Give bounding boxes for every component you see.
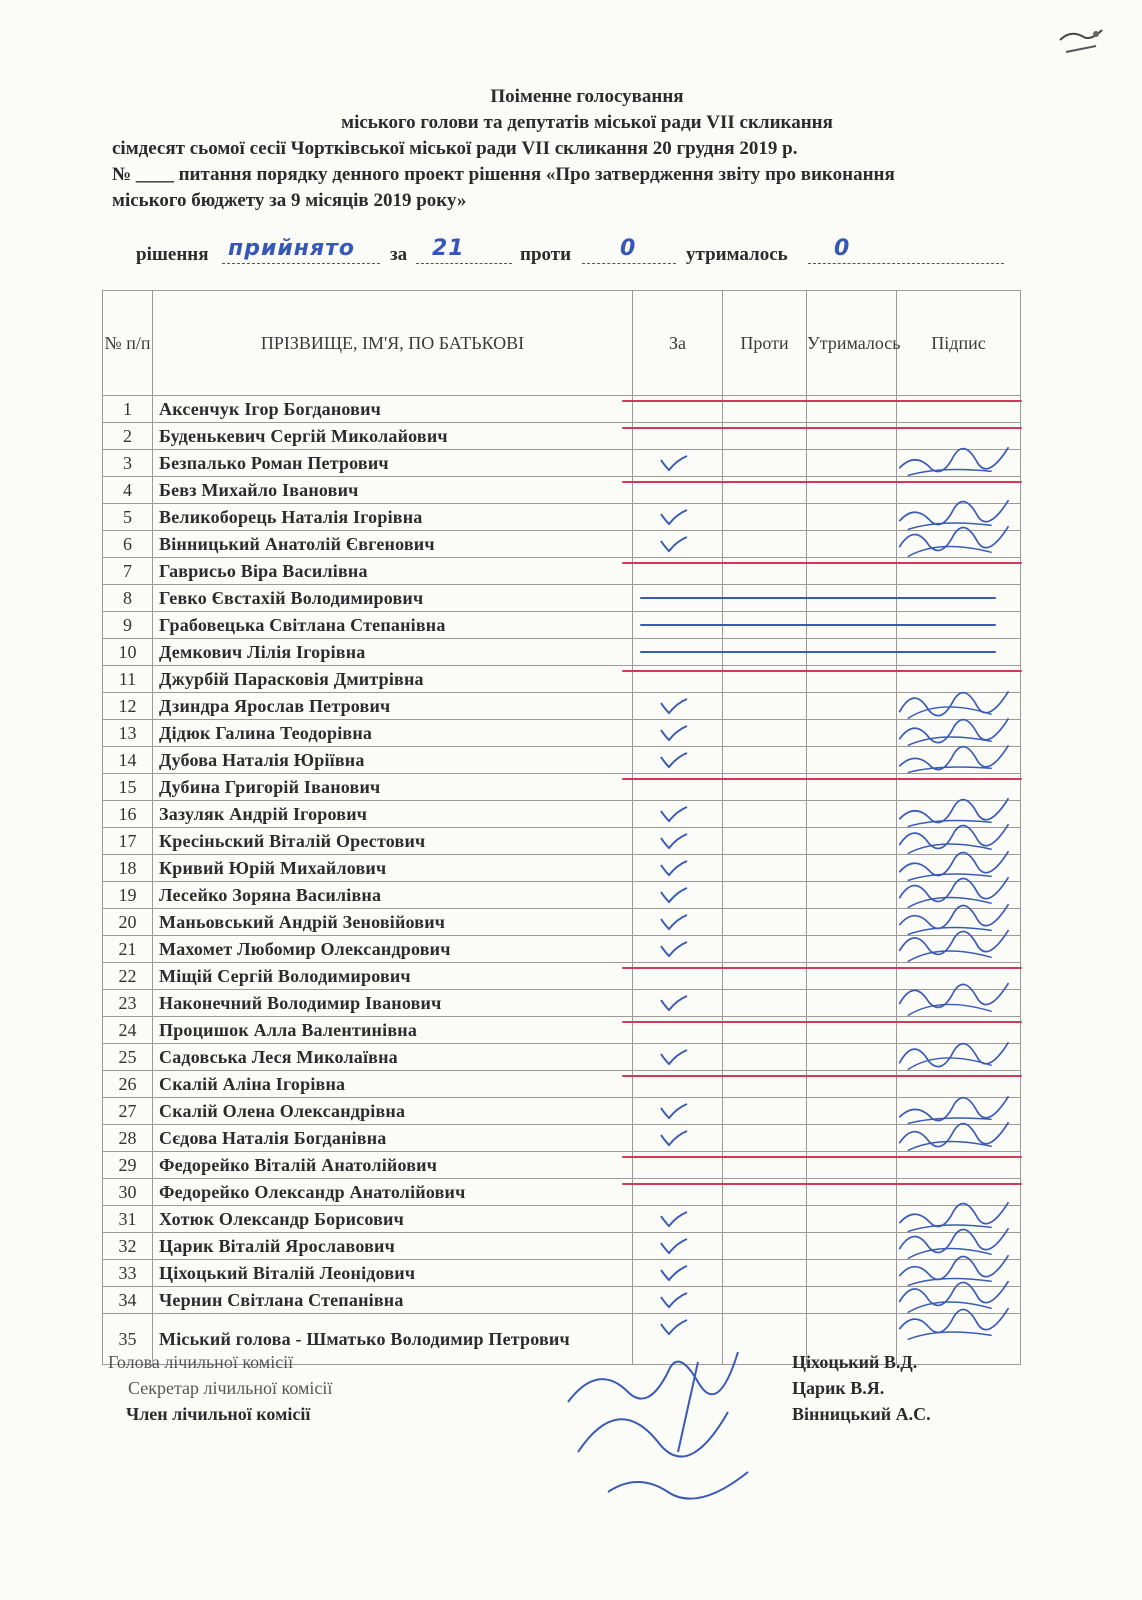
for-blank <box>416 262 512 264</box>
vote-abstained-cell <box>807 450 897 477</box>
row-number: 18 <box>103 855 153 882</box>
checkmark-icon <box>659 722 689 742</box>
table-row <box>103 855 1021 882</box>
deputy-name: Джурбій Парасковія Дмитрівна <box>153 666 633 693</box>
vote-abstained-cell <box>807 1233 897 1260</box>
vote-abstained-cell <box>807 531 897 558</box>
table-row <box>103 504 1021 531</box>
agenda-line <box>112 162 1062 188</box>
vote-for-cell <box>633 801 723 828</box>
vote-for-cell <box>633 504 723 531</box>
vote-for-cell <box>633 936 723 963</box>
row-number: 25 <box>103 1044 153 1071</box>
row-number: 23 <box>103 990 153 1017</box>
vote-for-cell <box>633 990 723 1017</box>
vote-against-cell <box>723 828 807 855</box>
checkmark-icon <box>659 857 689 877</box>
vote-against-cell <box>723 531 807 558</box>
header-abstained: Утрималось <box>807 291 897 396</box>
vote-for-cell <box>633 1233 723 1260</box>
row-number: 8 <box>103 585 153 612</box>
vote-abstained-cell <box>807 720 897 747</box>
row-number: 28 <box>103 1125 153 1152</box>
vote-abstained-cell <box>807 909 897 936</box>
deputy-name: Сєдова Наталія Богданівна <box>153 1125 633 1152</box>
row-number: 29 <box>103 1152 153 1179</box>
deputy-name: Безпалько Роман Петрович <box>153 450 633 477</box>
deputy-name: Аксенчук Ігор Богданович <box>153 396 633 423</box>
decision-handwritten: прийнято <box>228 236 355 261</box>
vote-against-cell <box>723 909 807 936</box>
handwritten-signature <box>891 442 1021 484</box>
deputy-name: Чернин Світлана Степанівна <box>153 1287 633 1314</box>
deputy-name: Міщій Сергій Володимирович <box>153 963 633 990</box>
strike-line <box>640 597 996 599</box>
vote-for-cell <box>633 1044 723 1071</box>
row-number: 30 <box>103 1179 153 1206</box>
vote-against-cell <box>723 936 807 963</box>
commission-chair-name: Ціхоцький В.Д. <box>792 1352 918 1372</box>
vote-against-cell <box>723 1044 807 1071</box>
row-number: 20 <box>103 909 153 936</box>
roll-call-table <box>102 290 1021 1365</box>
vote-for-cell <box>633 693 723 720</box>
vote-against-cell <box>723 693 807 720</box>
deputy-name: Скалій Олена Олександрівна <box>153 1098 633 1125</box>
vote-for-cell <box>633 1098 723 1125</box>
vote-abstained-cell <box>807 747 897 774</box>
vote-for-cell <box>633 828 723 855</box>
abstained-handwritten: 0 <box>834 236 851 261</box>
deputy-name: Садовська Леся Миколаївна <box>153 1044 633 1071</box>
table-row <box>103 1044 1021 1071</box>
deputy-name: Лесейко Зоряна Василівна <box>153 882 633 909</box>
deputy-name: Федорейко Олександр Анатолійович <box>153 1179 633 1206</box>
abstained-label: утрималось <box>686 244 788 265</box>
vote-for-cell <box>633 720 723 747</box>
checkmark-icon <box>659 506 689 526</box>
deputy-name: Великоборець Наталія Ігорівна <box>153 504 633 531</box>
row-number: 13 <box>103 720 153 747</box>
vote-abstained-cell <box>807 1260 897 1287</box>
deputy-name: Буденькевич Сергій Миколайович <box>153 423 633 450</box>
vote-against-cell <box>723 1125 807 1152</box>
commission-signature <box>548 1342 788 1512</box>
vote-for-cell <box>633 1287 723 1314</box>
against-handwritten: 0 <box>620 236 637 261</box>
checkmark-icon <box>659 830 689 850</box>
vote-against-cell <box>723 1260 807 1287</box>
vote-against-cell <box>723 882 807 909</box>
commission-chair-label: Голова лічильної комісії <box>108 1352 294 1372</box>
header-against: Проти <box>723 291 807 396</box>
vote-for-cell <box>633 450 723 477</box>
vote-for-cell <box>633 1125 723 1152</box>
decision-blank <box>222 262 380 264</box>
header-number: № п/п <box>103 291 153 396</box>
vote-against-cell <box>723 1233 807 1260</box>
table-row <box>103 936 1021 963</box>
deputy-name: Махомет Любомир Олександрович <box>153 936 633 963</box>
abstained-blank <box>808 262 1004 264</box>
vote-for-cell <box>633 1260 723 1287</box>
checkmark-icon <box>659 1127 689 1147</box>
commission-member-label: Член лічильної комісії <box>126 1404 311 1424</box>
row-number: 11 <box>103 666 153 693</box>
vote-abstained-cell <box>807 1206 897 1233</box>
deputy-name: Дідюк Галина Теодорівна <box>153 720 633 747</box>
deputy-name: Вінницький Анатолій Євгенович <box>153 531 633 558</box>
vote-abstained-cell <box>807 828 897 855</box>
table-row <box>103 1287 1021 1314</box>
row-number: 19 <box>103 882 153 909</box>
agenda-text: питання порядку денного проект рішення «Про затвердження звіту про виконання <box>173 164 895 185</box>
vote-abstained-cell <box>807 855 897 882</box>
agenda-number: № ____ <box>112 164 174 185</box>
row-number: 17 <box>103 828 153 855</box>
commission-member-name: Вінницький А.С. <box>792 1404 931 1424</box>
table-row <box>103 450 1021 477</box>
table-row <box>103 1098 1021 1125</box>
checkmark-icon <box>659 533 689 553</box>
vote-abstained-cell <box>807 801 897 828</box>
row-number: 3 <box>103 450 153 477</box>
table-row <box>103 909 1021 936</box>
deputy-name: Грабовецька Світлана Степанівна <box>153 612 633 639</box>
deputy-name: Міський голова - Шматько Володимир Петрович <box>153 1314 633 1365</box>
handwritten-signature <box>891 739 1021 781</box>
header-for: За <box>633 291 723 396</box>
vote-abstained-cell <box>807 1287 897 1314</box>
checkmark-icon <box>659 1262 689 1282</box>
row-number: 10 <box>103 639 153 666</box>
against-blank <box>582 262 676 264</box>
checkmark-icon <box>659 1046 689 1066</box>
deputy-name: Кресіньский Віталій Орестович <box>153 828 633 855</box>
strike-line <box>622 1183 1022 1185</box>
handwritten-signature <box>891 982 1021 1024</box>
vote-abstained-cell <box>807 1098 897 1125</box>
deputy-name: Дубина Григорій Іванович <box>153 774 633 801</box>
deputy-name: Зазуляк Андрій Ігорович <box>153 801 633 828</box>
handwritten-signature <box>891 1306 1021 1348</box>
vote-against-cell <box>723 450 807 477</box>
row-number: 27 <box>103 1098 153 1125</box>
for-handwritten: 21 <box>432 236 465 261</box>
table-row <box>103 990 1021 1017</box>
decision-label: рішення <box>136 244 209 265</box>
vote-against-cell <box>723 1287 807 1314</box>
row-number: 26 <box>103 1071 153 1098</box>
deputy-name: Кривий Юрій Михайлович <box>153 855 633 882</box>
table-row <box>103 882 1021 909</box>
table-row <box>103 801 1021 828</box>
checkmark-icon <box>659 911 689 931</box>
deputy-name: Бевз Михайло Іванович <box>153 477 633 504</box>
table-row <box>103 1233 1021 1260</box>
table-row <box>103 531 1021 558</box>
vote-abstained-cell <box>807 990 897 1017</box>
table-row <box>103 747 1021 774</box>
deputy-name: Хотюк Олександр Борисович <box>153 1206 633 1233</box>
vote-result-line <box>136 238 1016 270</box>
vote-for-cell <box>633 909 723 936</box>
handwritten-signature <box>891 928 1021 970</box>
vote-against-cell <box>723 1098 807 1125</box>
scan-stamp-icon <box>1052 22 1112 62</box>
vote-abstained-cell <box>807 693 897 720</box>
strike-line <box>622 670 1022 672</box>
document-title: Поіменне голосування <box>490 86 684 107</box>
table-row <box>103 1260 1021 1287</box>
vote-against-cell <box>723 1206 807 1233</box>
vote-for-cell <box>633 531 723 558</box>
checkmark-icon <box>659 938 689 958</box>
checkmark-icon <box>659 1289 689 1309</box>
row-number: 15 <box>103 774 153 801</box>
row-number: 7 <box>103 558 153 585</box>
row-number: 33 <box>103 1260 153 1287</box>
row-number: 24 <box>103 1017 153 1044</box>
vote-for-cell <box>633 855 723 882</box>
vote-against-cell <box>723 990 807 1017</box>
handwritten-signature <box>891 1117 1021 1159</box>
checkmark-icon <box>659 992 689 1012</box>
commission-secretary-name: Царик В.Я. <box>792 1378 885 1398</box>
document-subtitle: міського голови та депутатів міської ради VII скликання <box>341 112 833 133</box>
vote-for-cell <box>633 882 723 909</box>
checkmark-icon <box>659 1316 689 1336</box>
commission-secretary-label: Секретар лічильної комісії <box>128 1378 333 1398</box>
deputy-name: Царик Віталій Ярославович <box>153 1233 633 1260</box>
row-number: 6 <box>103 531 153 558</box>
vote-abstained-cell <box>807 936 897 963</box>
vote-for-cell <box>633 1206 723 1233</box>
vote-against-cell <box>723 720 807 747</box>
against-label: проти <box>520 244 572 265</box>
handwritten-signature <box>891 523 1021 565</box>
row-number: 12 <box>103 693 153 720</box>
deputy-name: Дзиндра Ярослав Петрович <box>153 693 633 720</box>
row-number: 16 <box>103 801 153 828</box>
header-signature: Підпис <box>897 291 1021 396</box>
row-number: 1 <box>103 396 153 423</box>
deputy-name: Процишок Алла Валентинівна <box>153 1017 633 1044</box>
table-row <box>103 720 1021 747</box>
strike-line <box>622 400 1022 402</box>
commission-footer <box>0 1352 1142 1532</box>
vote-against-cell <box>723 801 807 828</box>
vote-abstained-cell <box>807 504 897 531</box>
row-number: 5 <box>103 504 153 531</box>
deputy-name: Гаврисьо Віра Василівна <box>153 558 633 585</box>
deputy-name: Демкович Лілія Ігорівна <box>153 639 633 666</box>
row-number: 32 <box>103 1233 153 1260</box>
row-number: 14 <box>103 747 153 774</box>
deputy-name: Дубова Наталія Юріївна <box>153 747 633 774</box>
session-line: сімдесят сьомої сесії Чортківської міської ради VII скликання 20 грудня 2019 р. <box>112 138 798 159</box>
row-number: 34 <box>103 1287 153 1314</box>
strike-line <box>640 651 996 653</box>
strike-line <box>622 427 1022 429</box>
vote-abstained-cell <box>807 1125 897 1152</box>
vote-against-cell <box>723 855 807 882</box>
handwritten-signature <box>891 1036 1021 1078</box>
table-row <box>103 1206 1021 1233</box>
vote-abstained-cell <box>807 882 897 909</box>
row-number: 4 <box>103 477 153 504</box>
table-row <box>103 693 1021 720</box>
agenda-text-end: міського бюджету за 9 місяців 2019 року» <box>112 190 467 211</box>
checkmark-icon <box>659 884 689 904</box>
row-number: 9 <box>103 612 153 639</box>
row-number: 21 <box>103 936 153 963</box>
deputy-name: Гевко Євстахій Володимирович <box>153 585 633 612</box>
vote-abstained-cell <box>807 1044 897 1071</box>
deputy-name: Федорейко Віталій Анатолійович <box>153 1152 633 1179</box>
row-number: 35 <box>103 1314 153 1365</box>
vote-against-cell <box>723 504 807 531</box>
row-number: 2 <box>103 423 153 450</box>
checkmark-icon <box>659 1100 689 1120</box>
deputy-name: Маньовський Андрій Зеновійович <box>153 909 633 936</box>
deputy-name: Скалій Аліна Ігорівна <box>153 1071 633 1098</box>
for-label: за <box>390 244 408 265</box>
checkmark-icon <box>659 452 689 472</box>
checkmark-icon <box>659 1208 689 1228</box>
deputy-name: Ціхоцький Віталій Леонідович <box>153 1260 633 1287</box>
checkmark-icon <box>659 803 689 823</box>
header-name: ПРІЗВИЩЕ, ІМ'Я, ПО БАТЬКОВІ <box>153 291 633 396</box>
vote-for-cell <box>633 747 723 774</box>
table-header-row <box>103 291 1021 396</box>
vote-against-cell <box>723 747 807 774</box>
deputy-name: Наконечний Володимир Іванович <box>153 990 633 1017</box>
row-number: 22 <box>103 963 153 990</box>
table-row <box>103 1125 1021 1152</box>
table-row <box>103 828 1021 855</box>
checkmark-icon <box>659 695 689 715</box>
agenda-line-continued <box>112 188 1062 214</box>
row-number: 31 <box>103 1206 153 1233</box>
checkmark-icon <box>659 749 689 769</box>
checkmark-icon <box>659 1235 689 1255</box>
strike-line <box>640 624 996 626</box>
